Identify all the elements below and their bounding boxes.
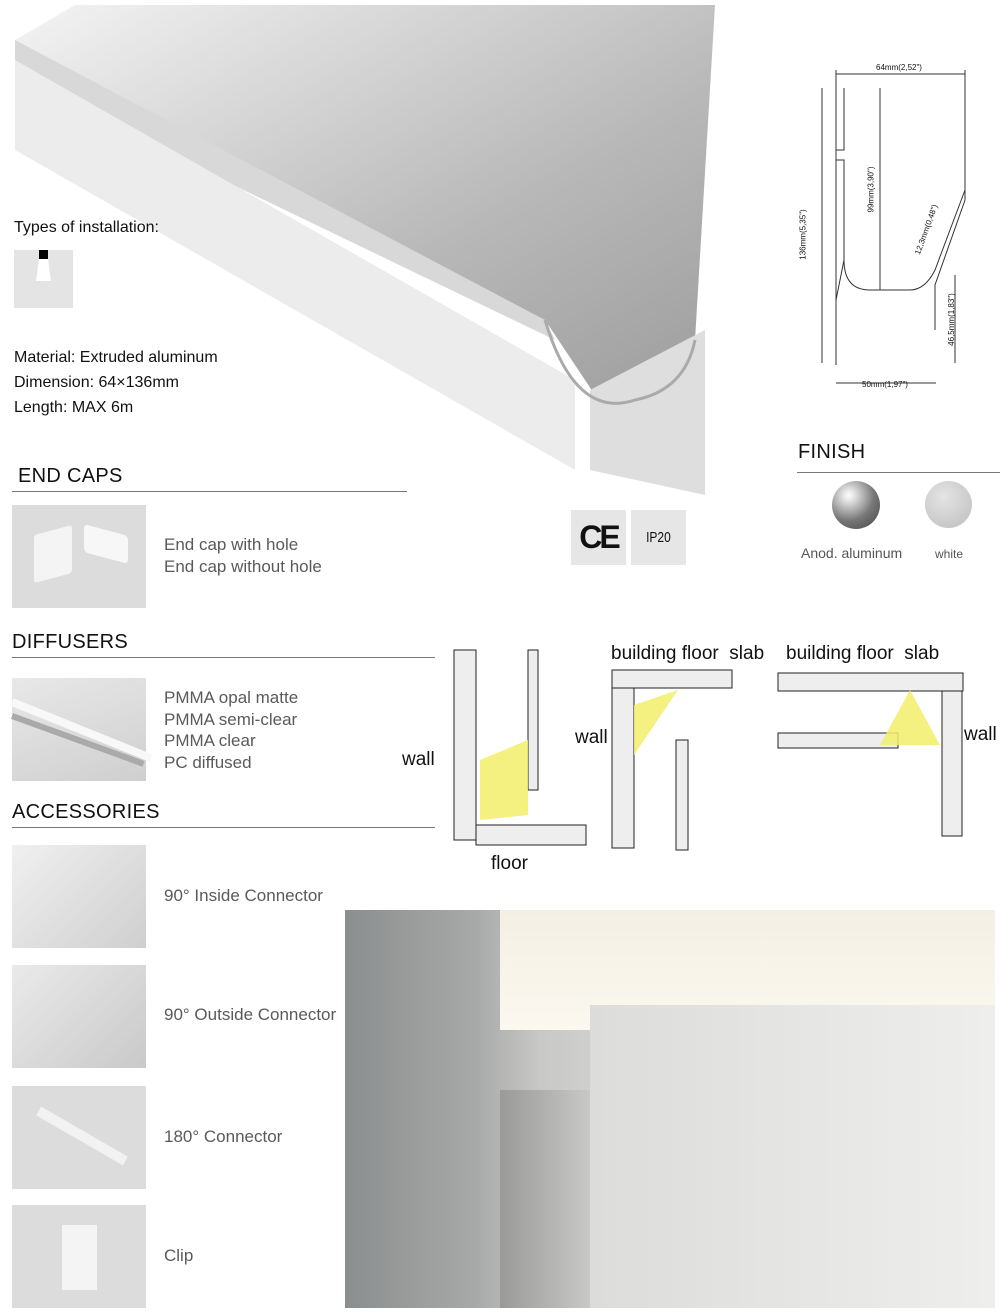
spec-dimension: Dimension: 64×136mm xyxy=(14,374,179,391)
diffuser-item: PC diffused xyxy=(164,752,252,772)
divider xyxy=(12,491,407,492)
installation-photo xyxy=(345,910,995,1308)
installation-diagrams xyxy=(450,645,1000,855)
diffusers-list xyxy=(164,687,298,773)
dim-height-lower: 46,5mm(1,83") xyxy=(946,293,956,346)
spec-material: Material: Extruded aluminum xyxy=(14,349,218,366)
diagram-label-slab: building floor slab xyxy=(611,643,765,664)
dim-height-total: 136mm(5,35") xyxy=(798,209,808,260)
accessory-item: 90° Outside Connector xyxy=(164,1005,337,1024)
profile-render xyxy=(15,0,735,500)
diagram-label-slab: building floor slab xyxy=(786,643,940,664)
diagram-label-wall: wall xyxy=(964,724,997,745)
ce-badge: CE xyxy=(571,510,626,565)
diagram-label-floor: floor xyxy=(491,853,528,874)
dim-width-bottom: 50mm(1,97") xyxy=(862,380,908,389)
divider xyxy=(12,827,435,828)
accessory-item: 90° Inside Connector xyxy=(164,886,323,905)
ip20-badge: IP20 xyxy=(631,510,686,565)
dim-width-top: 64mm(2,52") xyxy=(876,63,922,72)
dim-height-inner: 99mm(3,90") xyxy=(866,166,876,213)
accessories-heading: ACCESSORIES xyxy=(12,801,160,823)
white-swatch xyxy=(925,481,972,528)
installation-title: Types of installation: xyxy=(14,219,159,236)
diagram-label-wall: wall xyxy=(402,749,435,770)
finish-label: white xyxy=(935,547,964,561)
divider xyxy=(797,472,1000,473)
end-cap-item: End cap without hole xyxy=(164,556,322,576)
end-caps-list xyxy=(164,534,322,577)
diffuser-item: PMMA opal matte xyxy=(164,688,299,707)
end-caps-heading: END CAPS xyxy=(18,465,123,487)
end-cap-image xyxy=(12,505,146,608)
divider xyxy=(12,657,435,658)
straight-connector-image xyxy=(12,1086,146,1189)
finish-label: Anod. aluminum xyxy=(801,545,903,561)
inside-connector-image xyxy=(12,845,146,948)
spec-length: Length: MAX 6m xyxy=(14,399,134,416)
specs xyxy=(14,345,218,420)
accessory-item: Clip xyxy=(164,1246,194,1265)
recessed-installation-icon xyxy=(14,250,73,308)
finish-heading: FINISH xyxy=(798,441,866,463)
diffuser-item: PMMA semi-clear xyxy=(164,709,298,729)
outside-connector-image xyxy=(12,965,146,1068)
dimension-drawing xyxy=(800,60,990,400)
diffuser-item: PMMA clear xyxy=(164,731,256,750)
diagram-label-wall: wall xyxy=(575,727,608,748)
end-cap-item: End cap with hole xyxy=(164,535,299,554)
accessory-item: 180° Connector xyxy=(164,1127,283,1146)
dim-diffuser: 12,3mm(0,48") xyxy=(913,203,940,256)
diffusers-heading: DIFFUSERS xyxy=(12,631,129,653)
anodized-swatch xyxy=(832,481,880,529)
clip-image xyxy=(12,1205,146,1308)
diffusers-image xyxy=(12,678,146,781)
